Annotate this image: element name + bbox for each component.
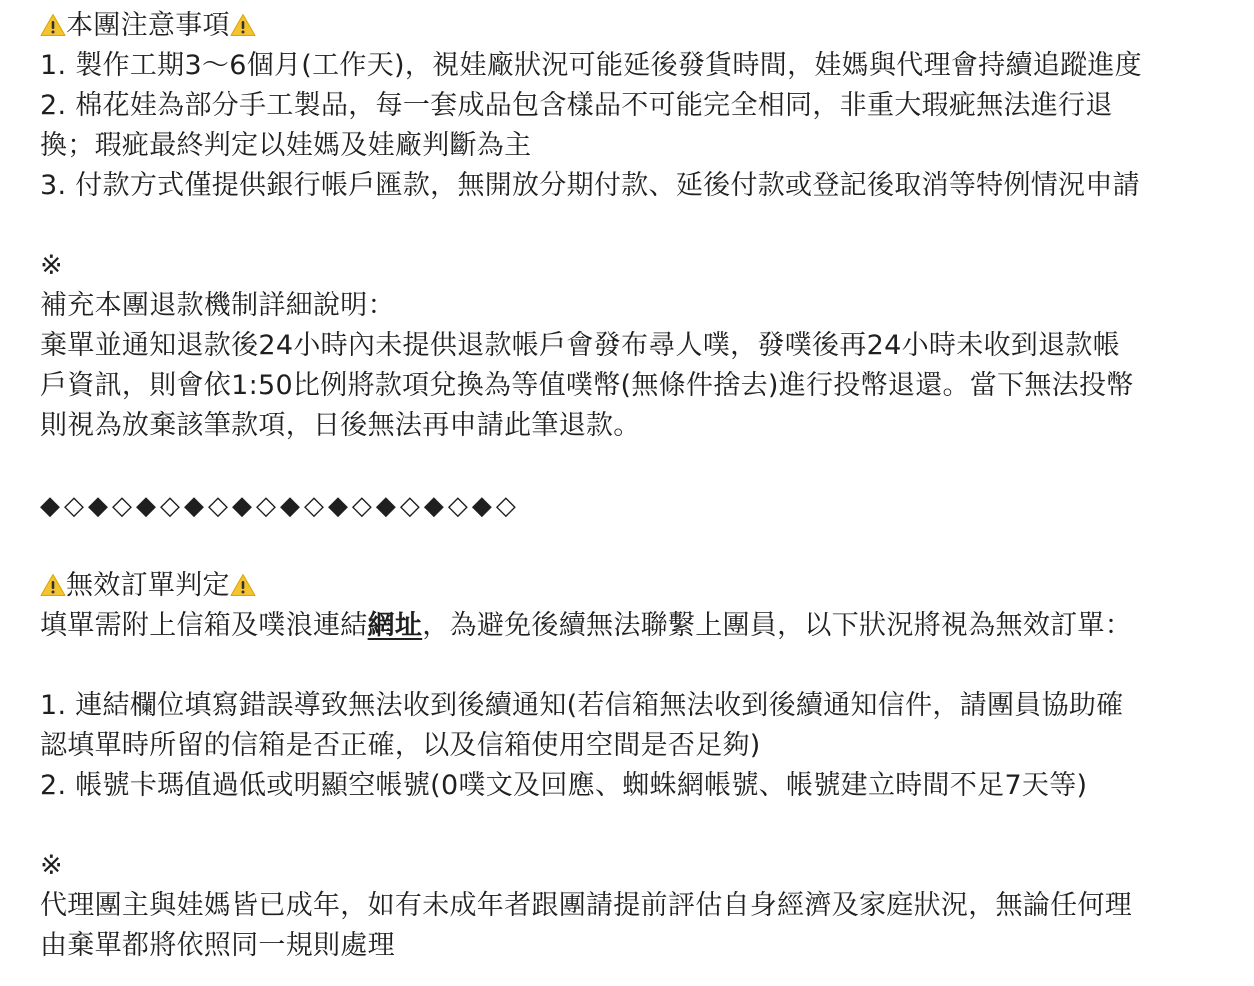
- url-link[interactable]: 網址: [367, 610, 423, 641]
- notice-line: 換；瑕疵最終判定以娃媽及娃廠判斷為主: [40, 130, 532, 161]
- warning-icon: [40, 13, 66, 37]
- notice-line: 2. 棉花娃為部分手工製品，每一套成品包含樣品不可能完全相同，非重大瑕疵無法進行退: [40, 90, 1113, 121]
- spacer: [40, 806, 1230, 846]
- invalid-order-line: 2. 帳號卡瑪值過低或明顯空帳號(0噗文及回應、蜘蛛網帳號、帳號建立時間不足7天等): [40, 770, 1088, 801]
- section-title: 無效訂單判定: [66, 570, 230, 601]
- reference-mark: ※: [40, 250, 63, 281]
- warning-icon: [230, 573, 256, 597]
- spacer: [40, 526, 1230, 566]
- document-body: [40, 6, 1230, 966]
- refund-line: 戶資訊，則會依1:50比例將款項兌換為等值噗幣(無條件捨去)進行投幣退還。當下無法投幣: [40, 370, 1134, 401]
- refund-line: 則視為放棄該筆款項，日後無法再申請此筆退款。: [40, 410, 641, 441]
- reference-mark: ※: [40, 850, 63, 881]
- intro-text: 填單需附上信箱及噗浪連結: [40, 610, 368, 641]
- refund-line: 棄單並通知退款後24小時內未提供退款帳戶會發布尋人噗，發噗後再24小時未收到退款帳: [40, 330, 1121, 361]
- refund-heading: 補充本團退款機制詳細說明：: [40, 290, 395, 321]
- spacer: [40, 646, 1230, 686]
- invalid-order-intro: [40, 606, 1230, 646]
- spacer: [40, 446, 1230, 486]
- invalid-order-line: 1. 連結欄位填寫錯誤導致無法收到後續通知(若信箱無法收到後續通知信件，請團員協助確: [40, 690, 1124, 721]
- notice-line: 1. 製作工期3～6個月(工作天)，視娃廠狀況可能延後發貨時間，娃媽與代理會持續追蹤進度: [40, 50, 1142, 81]
- invalid-order-line: 認填單時所留的信箱是否正確，以及信箱使用空間是否足夠): [40, 730, 761, 761]
- section-heading-invalid-orders: [40, 566, 1230, 606]
- notice-line: 3. 付款方式僅提供銀行帳戶匯款，無開放分期付款、延後付款或登記後取消等特例情況申請: [40, 170, 1140, 201]
- intro-text: ，為避免後續無法聯繫上團員，以下狀況將視為無效訂單：: [422, 610, 1133, 641]
- adult-notice-line: 由棄單都將依照同一規則處理: [40, 930, 395, 961]
- section-title: 本團注意事項: [66, 10, 230, 41]
- diamond-divider: ◆◇◆◇◆◇◆◇◆◇◆◇◆◇◆◇◆◇◆◇: [40, 491, 520, 521]
- spacer: [40, 206, 1230, 246]
- section-heading-notice: [40, 6, 1230, 46]
- adult-notice-line: 代理團主與娃媽皆已成年，如有未成年者跟團請提前評估自身經濟及家庭狀況，無論任何理: [40, 890, 1132, 921]
- warning-icon: [40, 573, 66, 597]
- warning-icon: [230, 13, 256, 37]
